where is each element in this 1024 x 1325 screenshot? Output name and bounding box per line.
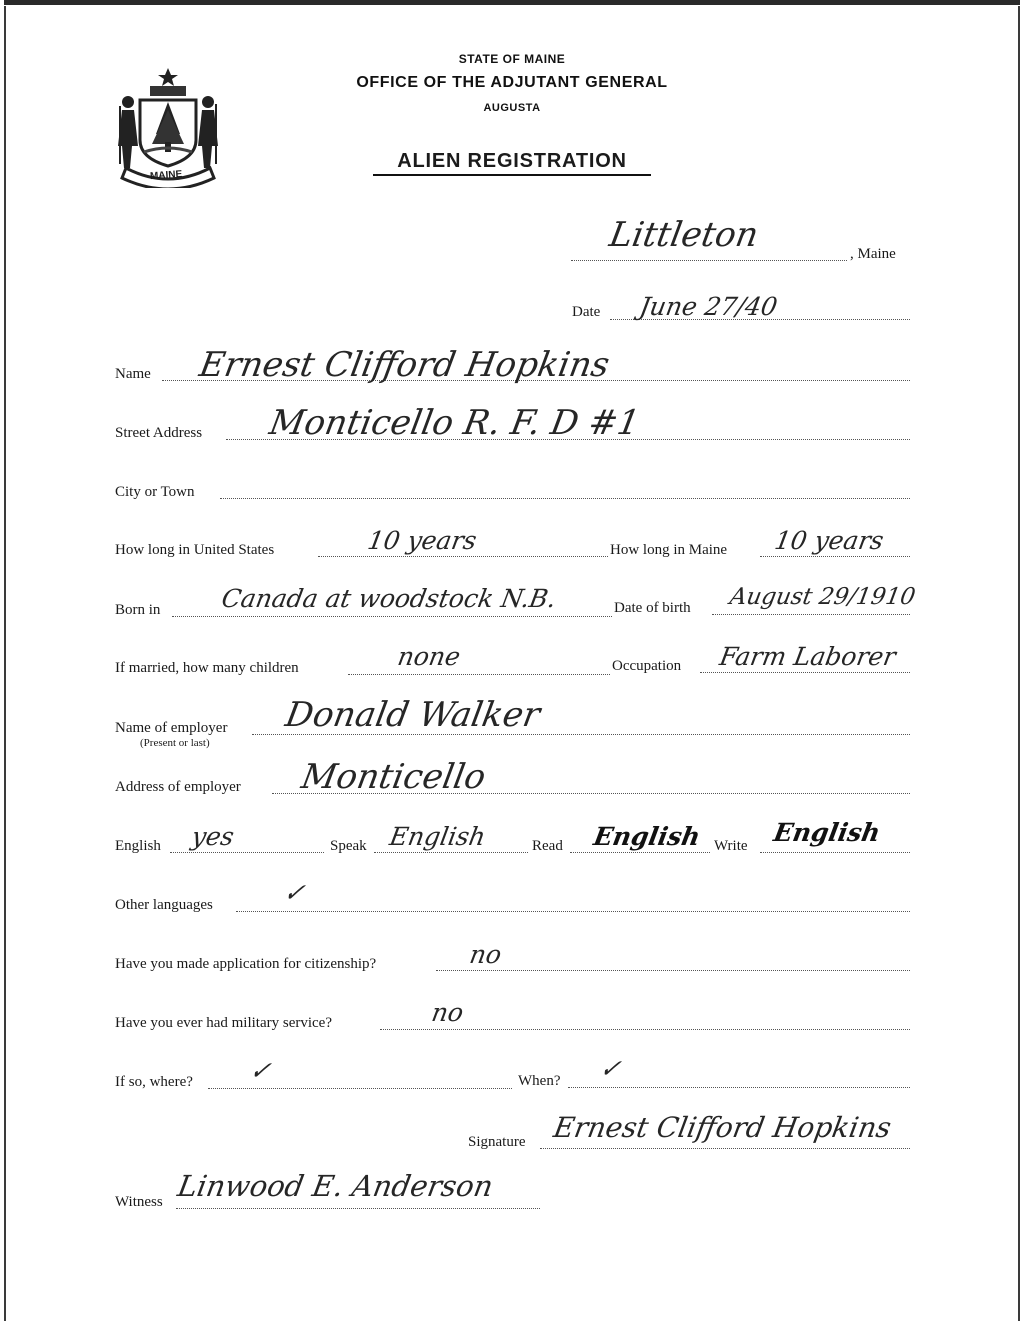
when-label: When?	[518, 1073, 561, 1089]
speak-line	[374, 852, 528, 853]
citizenship-line	[436, 970, 910, 971]
speak-label: Speak	[330, 838, 367, 854]
english-line	[170, 852, 324, 853]
occupation-value: Farm Laborer	[717, 642, 898, 671]
citizenship-label: Have you made application for citizenship?	[115, 956, 377, 972]
employer-address-value: Monticello	[298, 757, 489, 797]
date-of-birth-value: August 29/1910	[727, 584, 918, 610]
employer-address-label: Address of employer	[115, 779, 241, 795]
other-languages-label: Other languages	[115, 897, 213, 913]
signature-value: Ernest Clifford Hopkins	[551, 1111, 894, 1144]
other-languages-line	[236, 911, 910, 912]
witness-value: Linwood E. Anderson	[175, 1169, 496, 1203]
town-value: Littleton	[606, 215, 762, 255]
how-long-us-label: How long in United States	[115, 542, 275, 558]
when-line	[568, 1087, 910, 1088]
write-line	[760, 852, 910, 853]
name-label: Name	[115, 366, 151, 382]
if-so-where-label: If so, where?	[115, 1074, 193, 1090]
citizenship-value: no	[467, 940, 504, 969]
occupation-label: Occupation	[612, 658, 682, 674]
how-long-maine-line	[760, 556, 910, 557]
scan-top-edge	[4, 0, 1020, 5]
english-label: English	[115, 838, 161, 854]
if-so-where-line	[208, 1088, 512, 1089]
born-in-label: Born in	[115, 602, 161, 618]
city-or-town-line	[220, 498, 910, 499]
occupation-line	[700, 672, 910, 673]
form-title: ALIEN REGISTRATION	[373, 150, 651, 176]
married-children-value: none	[395, 642, 463, 671]
how-long-us-value: 10 years	[365, 526, 479, 555]
city-or-town-label: City or Town	[115, 484, 195, 500]
read-line	[570, 852, 710, 853]
read-label: Read	[532, 838, 563, 854]
seal-banner-text: MAINE	[149, 168, 183, 183]
state-heading: STATE OF MAINE	[458, 52, 566, 66]
witness-line	[176, 1208, 540, 1209]
born-in-value: Canada at woodstock N.B.	[219, 584, 559, 613]
married-children-line	[348, 674, 610, 675]
date-of-birth-label: Date of birth	[614, 600, 691, 616]
witness-label: Witness	[115, 1194, 163, 1210]
other-languages-value: ✓	[281, 878, 308, 907]
employer-name-note: (Present or last)	[140, 737, 210, 749]
if-so-where-value: ✓	[247, 1056, 274, 1085]
speak-value: English	[387, 822, 488, 851]
write-label: Write	[714, 838, 748, 854]
english-value: yes	[189, 822, 237, 851]
how-long-maine-value: 10 years	[772, 526, 886, 555]
employer-name-label: Name of employer	[115, 720, 228, 736]
signature-line	[540, 1148, 910, 1149]
when-value: ✓	[597, 1054, 624, 1083]
how-long-maine-label: How long in Maine	[610, 542, 728, 558]
street-address-label: Street Address	[115, 425, 203, 441]
born-in-line	[172, 616, 612, 617]
military-line	[380, 1029, 910, 1030]
street-address-value: Monticello R. F. D #1	[266, 403, 643, 443]
read-value: English	[591, 822, 703, 851]
employer-name-value: Donald Walker	[282, 695, 543, 735]
date-of-birth-line	[712, 614, 910, 615]
write-value: English	[771, 818, 883, 847]
name-value: Ernest Clifford Hopkins	[196, 345, 613, 385]
military-label: Have you ever had military service?	[115, 1015, 332, 1031]
date-value: June 27/40	[637, 292, 780, 321]
military-value: no	[429, 998, 466, 1027]
office-heading: OFFICE OF THE ADJUTANT GENERAL	[356, 74, 668, 91]
married-children-label: If married, how many children	[115, 660, 299, 676]
city-heading: AUGUSTA	[483, 102, 541, 114]
maine-label: , Maine	[850, 246, 896, 262]
date-label: Date	[572, 304, 601, 320]
town-line	[571, 260, 847, 261]
how-long-us-line	[318, 556, 608, 557]
signature-label: Signature	[468, 1134, 526, 1150]
